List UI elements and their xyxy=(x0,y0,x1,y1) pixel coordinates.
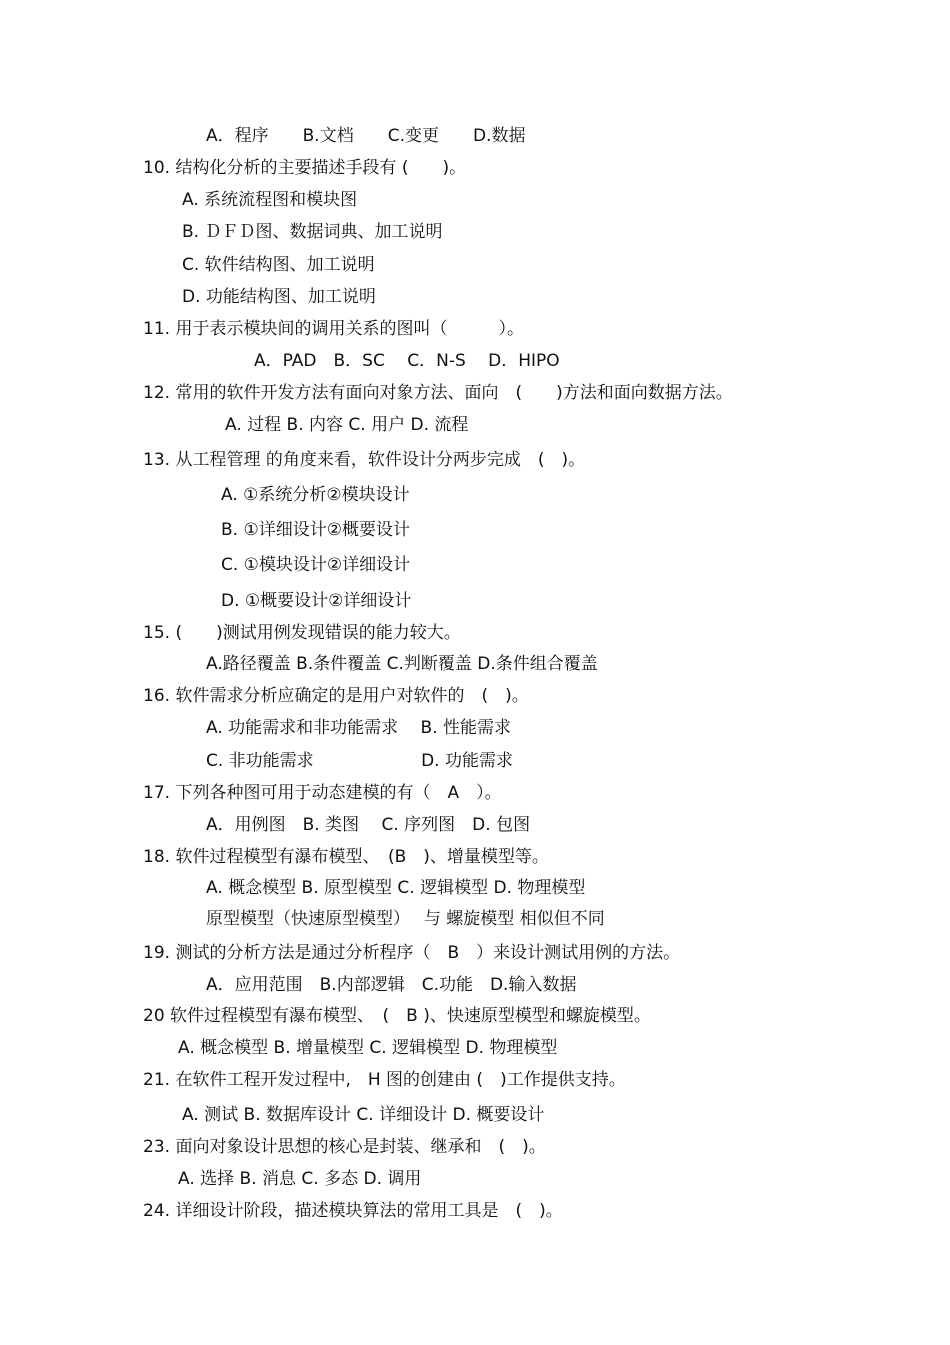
options-line: A．程序 B.文档 C.变更 D.数据 xyxy=(206,126,526,146)
options-line: A．应用范围 B.内部逻辑 C.功能 D.输入数据 xyxy=(206,975,577,995)
question-20: 20 软件过程模型有瀑布模型、 ( B )、快速原型模型和螺旋模型。 xyxy=(143,1006,651,1026)
option-line: A. 系统流程图和模块图 xyxy=(182,190,358,210)
options-line: A. 概念模型 B. 原型模型 C. 逻辑模型 D. 物理模型 xyxy=(206,878,586,898)
option-line: C. 软件结构图、加工说明 xyxy=(182,255,375,275)
option-line: D. ①概要设计②详细设计 xyxy=(221,591,412,611)
options-line: A. 概念模型 B. 增量模型 C. 逻辑模型 D. 物理模型 xyxy=(178,1038,558,1058)
option-line: B. ①详细设计②概要设计 xyxy=(221,520,410,540)
options-line: A．PAD B．SC C．N-S D．HIPO xyxy=(254,351,560,371)
option-line: C. ①模块设计②详细设计 xyxy=(221,555,411,575)
question-24: 24. 详细设计阶段，描述模块算法的常用工具是 ( )。 xyxy=(143,1201,563,1221)
option-line: A. ①系统分析②模块设计 xyxy=(221,485,410,505)
question-17: 17. 下列各种图可用于动态建模的有（ A ）。 xyxy=(143,783,502,803)
question-16: 16. 软件需求分析应确定的是用户对软件的 ( )。 xyxy=(143,686,529,706)
option-line: D. 功能结构图、加工说明 xyxy=(182,287,376,307)
question-11: 11. 用于表示模块间的调用关系的图叫（ ）。 xyxy=(143,319,524,339)
question-19: 19. 测试的分析方法是通过分析程序（ B ）来设计测试用例的方法。 xyxy=(143,943,681,963)
note-line: 原型模型（快速原型模型） 与 螺旋模型 相似但不同 xyxy=(206,909,605,929)
option-line: B. ＤＦＤ图、数据词典、加工说明 xyxy=(182,222,443,242)
question-18: 18. 软件过程模型有瀑布模型、 (B )、增量模型等。 xyxy=(143,847,549,867)
options-line: A. 测试 B. 数据库设计 C. 详细设计 D. 概要设计 xyxy=(182,1105,545,1125)
question-13: 13. 从工程管理 的角度来看，软件设计分两步完成 ( )。 xyxy=(143,450,586,470)
question-21: 21. 在软件工程开发过程中, H 图的创建由 ( )工作提供支持。 xyxy=(143,1070,626,1090)
options-line: A. 过程 B. 内容 C. 用户 D. 流程 xyxy=(225,415,469,435)
question-15: 15. ( )测试用例发现错误的能力较大。 xyxy=(143,623,461,643)
question-10: 10. 结构化分析的主要描述手段有 ( )。 xyxy=(143,158,467,178)
question-12: 12. 常用的软件开发方法有面向对象方法、面向 ( )方法和面向数据方法。 xyxy=(143,383,733,403)
options-line: C. 非功能需求 D. 功能需求 xyxy=(206,751,513,771)
question-23: 23. 面向对象设计思想的核心是封装、继承和 ( )。 xyxy=(143,1137,546,1157)
options-line: A. 选择 B. 消息 C. 多态 D. 调用 xyxy=(178,1169,422,1189)
options-line: A．用例图 B. 类图 C. 序列图 D. 包图 xyxy=(206,815,531,835)
options-line: A.路径覆盖 B.条件覆盖 C.判断覆盖 D.条件组合覆盖 xyxy=(206,654,598,674)
options-line: A. 功能需求和非功能需求 B. 性能需求 xyxy=(206,718,512,738)
